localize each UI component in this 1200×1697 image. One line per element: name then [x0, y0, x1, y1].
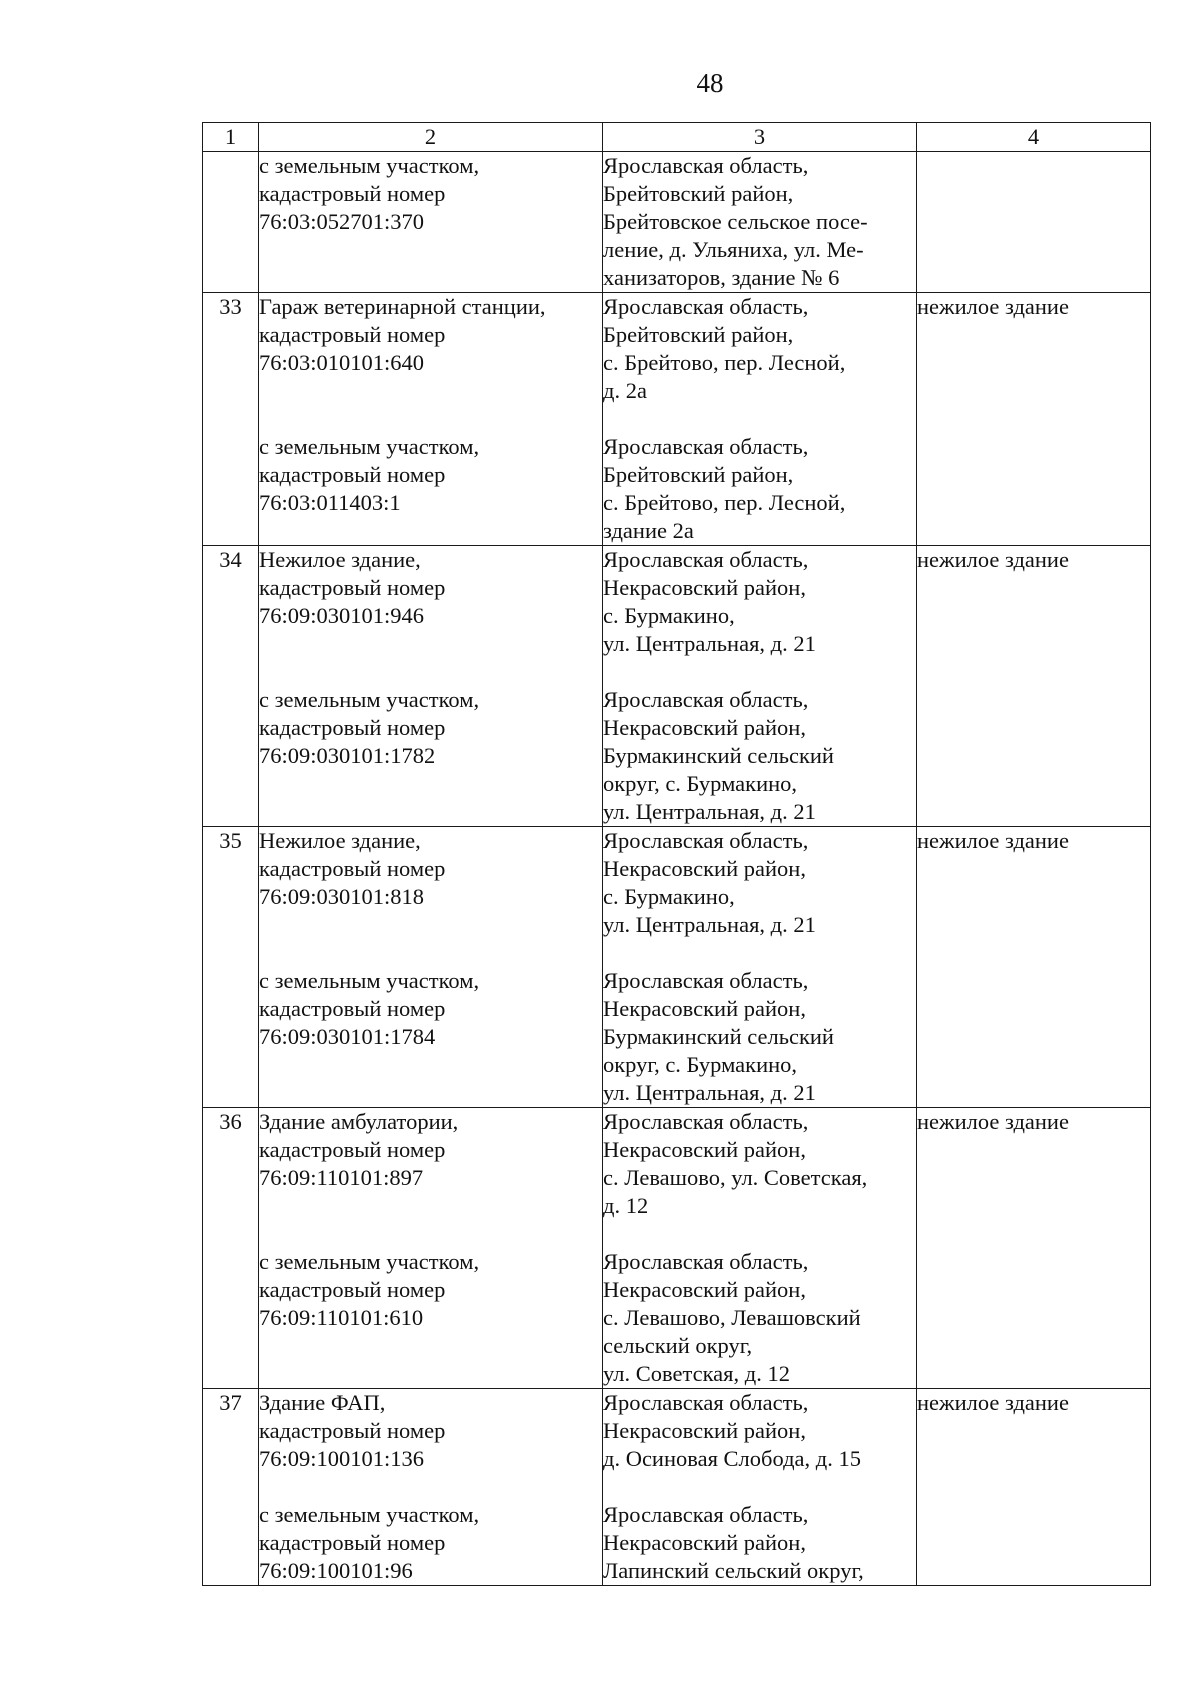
object-type: нежилое здание [917, 1389, 1151, 1586]
row-number: 35 [203, 827, 259, 1108]
row-number [203, 152, 259, 293]
object-line [259, 1051, 602, 1079]
object-line: 76:09:100101:96 [259, 1558, 413, 1583]
object-line: Здание амбулатории, [259, 1109, 459, 1134]
table-row [203, 1108, 1151, 1389]
address-line: д. 2а [603, 378, 647, 403]
table-row [203, 546, 1151, 827]
object-line: 76:09:100101:136 [259, 1446, 425, 1471]
row-number: 36 [203, 1108, 259, 1389]
address-line: с. Брейтово, пер. Лесной, [603, 490, 846, 515]
column-header-4: 4 [917, 123, 1151, 152]
object-line: кадастровый номер [259, 996, 446, 1021]
address-line: Ярославская область, [603, 547, 809, 572]
address-line: Ярославская область, [603, 1249, 809, 1274]
object-line [259, 1332, 602, 1360]
object-line [259, 630, 602, 658]
object-line [259, 1079, 602, 1107]
object-address [603, 1108, 917, 1389]
table-body [203, 152, 1151, 1586]
row-number: 37 [203, 1389, 259, 1586]
address-line: Ярославская область, [603, 434, 809, 459]
object-line: кадастровый номер [259, 575, 446, 600]
table-row [203, 827, 1151, 1108]
object-description [259, 827, 603, 1108]
object-line: кадастровый номер [259, 856, 446, 881]
object-line: с земельным участком, [259, 1502, 480, 1527]
object-line: с земельным участком, [259, 1249, 480, 1274]
object-address [603, 152, 917, 293]
address-line: Ярославская область, [603, 1390, 809, 1415]
object-type: нежилое здание [917, 1108, 1151, 1389]
address-line: Бурмакинский сельский [603, 1024, 834, 1049]
address-line: д. Осиновая Слобода, д. 15 [603, 1446, 861, 1471]
address-line: с. Левашово, ул. Советская, [603, 1165, 868, 1190]
address-line: ул. Центральная, д. 21 [603, 799, 816, 824]
column-header-2: 2 [259, 123, 603, 152]
table-row [203, 1389, 1151, 1586]
address-line: с. Левашово, Левашовский [603, 1305, 861, 1330]
object-line [259, 236, 602, 264]
address-line: Некрасовский район, [603, 1137, 806, 1162]
address-line: Некрасовский район, [603, 575, 806, 600]
address-line: Ярославская область, [603, 1109, 809, 1134]
row-number: 34 [203, 546, 259, 827]
address-line: ханизаторов, здание № 6 [603, 265, 840, 290]
object-type: нежилое здание [917, 546, 1151, 827]
object-line: 76:03:011403:1 [259, 490, 401, 515]
object-type [917, 152, 1151, 293]
object-line: 76:09:110101:610 [259, 1305, 424, 1330]
object-line [259, 517, 602, 545]
address-line: Брейтовский район, [603, 462, 794, 487]
address-line: Лапинский сельский округ, [603, 1558, 864, 1583]
address-line: здание 2а [603, 518, 694, 543]
object-line: с земельным участком, [259, 153, 480, 178]
object-line [259, 798, 602, 826]
address-line: Ярославская область, [603, 153, 809, 178]
address-line: Бурмакинский сельский [603, 743, 834, 768]
object-line: 76:09:110101:897 [259, 1165, 424, 1190]
column-header-1: 1 [203, 123, 259, 152]
address-line: Некрасовский район, [603, 856, 806, 881]
address-line: Ярославская область, [603, 687, 809, 712]
address-line: округ, с. Бурмакино, [603, 1052, 798, 1077]
object-line [259, 1360, 602, 1388]
object-line [259, 911, 602, 939]
object-line: 76:03:052701:370 [259, 209, 425, 234]
object-line: кадастровый номер [259, 715, 446, 740]
object-line: кадастровый номер [259, 1530, 446, 1555]
address-line: с. Бурмакино, [603, 603, 735, 628]
address-line: Ярославская область, [603, 294, 809, 319]
address-line: с. Бурмакино, [603, 884, 735, 909]
table-row [203, 293, 1151, 546]
object-type: нежилое здание [917, 293, 1151, 546]
object-line: кадастровый номер [259, 1277, 446, 1302]
object-type: нежилое здание [917, 827, 1151, 1108]
address-line: Ярославская область, [603, 968, 809, 993]
address-line: сельский округ, [603, 1333, 753, 1358]
object-line: кадастровый номер [259, 1418, 446, 1443]
object-line: Гараж ветеринарной станции, [259, 294, 546, 319]
object-description [259, 546, 603, 827]
address-line: Некрасовский район, [603, 1418, 806, 1443]
table-row [203, 152, 1151, 293]
address-line: ул. Центральная, д. 21 [603, 912, 816, 937]
address-line: ление, д. Ульяниха, ул. Ме- [603, 237, 864, 262]
object-line [259, 1192, 602, 1220]
object-line: с земельным участком, [259, 687, 480, 712]
object-line: 76:09:030101:1782 [259, 743, 436, 768]
object-description [259, 1108, 603, 1389]
object-line: Нежилое здание, [259, 547, 421, 572]
object-description [259, 1389, 603, 1586]
address-line: округ, с. Бурмакино, [603, 771, 798, 796]
object-line: кадастровый номер [259, 462, 446, 487]
address-line: ул. Центральная, д. 21 [603, 631, 816, 656]
object-line: 76:03:010101:640 [259, 350, 425, 375]
address-line: Некрасовский район, [603, 1277, 806, 1302]
object-line: 76:09:030101:818 [259, 884, 425, 909]
address-line: Некрасовский район, [603, 996, 806, 1021]
object-line: Нежилое здание, [259, 828, 421, 853]
object-description [259, 152, 603, 293]
object-address [603, 546, 917, 827]
column-header-3: 3 [603, 123, 917, 152]
address-line: Ярославская область, [603, 828, 809, 853]
object-line [259, 264, 602, 292]
address-line: с. Брейтово, пер. Лесной, [603, 350, 846, 375]
object-line: с земельным участком, [259, 434, 480, 459]
address-line: Брейтовский район, [603, 322, 794, 347]
property-table [202, 122, 1151, 1586]
object-line [259, 770, 602, 798]
address-line: Ярославская область, [603, 1502, 809, 1527]
object-address [603, 1389, 917, 1586]
object-description [259, 293, 603, 546]
object-line: с земельным участком, [259, 968, 480, 993]
address-line: д. 12 [603, 1193, 649, 1218]
address-line: Некрасовский район, [603, 715, 806, 740]
object-address [603, 293, 917, 546]
object-line [259, 377, 602, 405]
page-number: 48 [696, 68, 724, 98]
object-line: кадастровый номер [259, 322, 446, 347]
address-line: Брейтовское сельское посе- [603, 209, 868, 234]
address-line: Некрасовский район, [603, 1530, 806, 1555]
object-address [603, 827, 917, 1108]
row-number: 33 [203, 293, 259, 546]
object-line: Здание ФАП, [259, 1390, 386, 1415]
object-line: кадастровый номер [259, 1137, 446, 1162]
object-line: 76:09:030101:1784 [259, 1024, 436, 1049]
table-header-row [203, 123, 1151, 152]
object-line: 76:09:030101:946 [259, 603, 425, 628]
address-line: ул. Советская, д. 12 [603, 1361, 790, 1386]
object-line: кадастровый номер [259, 181, 446, 206]
address-line: ул. Центральная, д. 21 [603, 1080, 816, 1105]
address-line: Брейтовский район, [603, 181, 794, 206]
